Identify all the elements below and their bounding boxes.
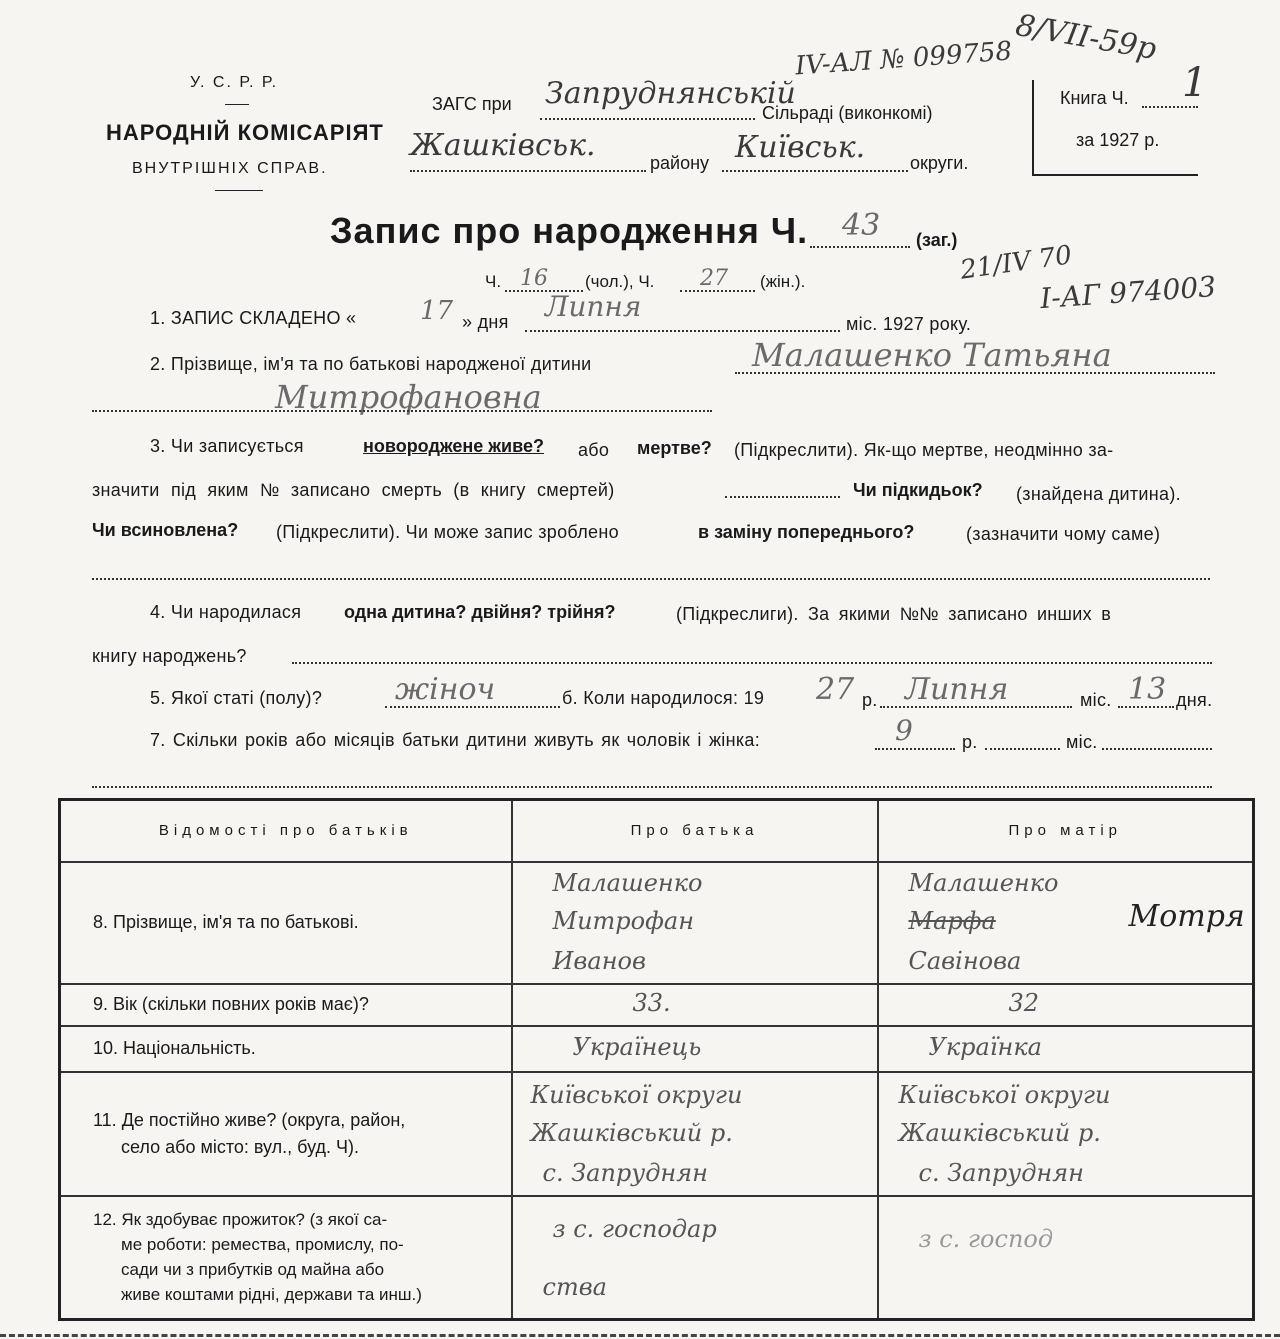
f7-years-blank [875,748,955,750]
row10-mother [878,1026,1254,1072]
f4-a: 4. Чи народилася [150,602,302,622]
f3-line2a: значити під яким № записано смерть (в книгу смертей) [92,480,615,500]
header-mother: Про матір [878,800,1254,862]
row10-mother-nationality: Українка [928,1032,1042,1061]
row12-label-line1: 12. Як здобуває прожиток? (з якої са- [93,1210,388,1230]
okruga-handwritten: Київськ. [735,130,866,165]
f5-e: дня. [1176,690,1213,710]
f7-a: 7. Скільки років або місяців батьки дитини живуть як чоловік і жінка: [150,730,761,750]
f3-line3b: (Підкреслити). Чи може запис зроблено [276,522,619,542]
ch-label: Ч. [485,272,502,291]
f1-mid: » дня [462,312,509,332]
table-row [60,1072,1254,1196]
f5-day: 13 [1128,672,1167,707]
row9-father [512,984,878,1026]
row11-mother-village: с. Запруднян [918,1158,1084,1187]
f3-a: 3. Чи записується [150,436,304,456]
f7-extra-blank [1102,748,1212,750]
village-handwritten: Запруднянській [545,76,796,111]
row9-mother [878,984,1254,1026]
row11-father [512,1072,878,1196]
f3-death-blank [725,496,840,498]
row8-father-patronymic: Иванов [552,946,646,975]
f5-b: б. Коли народилося: 19 [562,688,765,708]
row12-label-line4: живе коштами рідні, держави та инш.) [121,1285,422,1305]
f4-options: одна дитина? двійня? трійня? [344,602,616,622]
row8-mother-correction: Мотря [1128,898,1245,934]
row11-father-okruga: Київської округи [530,1080,743,1109]
f2-blank-2 [92,410,712,412]
row12-mother-occupation: з с. господ [918,1224,1054,1253]
row12-label [60,1196,512,1320]
row8-father-surname: Малашенко [552,868,703,897]
row8-mother [878,862,1254,984]
book-number: 1 [1182,60,1208,106]
f1-day: 17 [420,296,454,326]
zag-label: (заг.) [916,230,958,250]
row12-label-line2: ме роботи: ремества, промислу, по- [121,1235,404,1255]
f1-prefix: 1. ЗАПИС СКЛАДЕНО « [150,308,357,328]
f7-months-blank [985,748,1060,750]
divider [215,190,263,191]
book-label: Книга Ч. [1060,88,1129,108]
f4-line2: книгу народжень? [92,646,247,666]
row11-mother-okruga: Київської округи [898,1080,1111,1109]
row11-father-raion: Жашківський р. [530,1118,733,1147]
male-number: 16 [520,266,548,291]
side-date: 21/IV 70 [958,240,1074,286]
divider [225,104,249,105]
f7-years: 9 [895,714,913,747]
female-blank [680,290,755,292]
f7-b: р. [962,732,978,752]
perforation-edge [0,1334,1280,1337]
row9-father-age: 33. [632,988,671,1017]
row8-mother-name: Марфа [908,906,996,935]
annotation-date: 8/VII-59р [1013,7,1160,68]
org-commissariat: НАРОДНІЙ КОМІСАРІЯТ [106,120,384,145]
f3-line2c: (знайдена дитина). [1016,484,1181,504]
f2-label: 2. Прізвище, ім'я та по батькові народженої дитини [150,354,592,374]
f3-e: (Підкреслити). Як-що мертве, неодмінно за- [734,440,1114,460]
row10-label: 10. Національність. [60,1026,512,1072]
row10-father-nationality: Українець [572,1032,702,1061]
f3-dead: мертве? [637,438,712,458]
male-label: (чол.), Ч. [585,272,655,291]
f5-day-blank [1118,706,1174,708]
parents-table [58,798,1255,1321]
org-department: ВНУТРІШНІХ СПРАВ. [132,160,328,177]
female-number: 27 [700,266,728,291]
table-row [60,984,1254,1026]
village-blank [540,118,755,120]
selrada-label: Сільраді (виконкомі) [762,103,933,123]
f1-month: Липня [545,290,642,323]
book-year: за 1927 р. [1076,130,1160,150]
row9-mother-age: 32 [1008,988,1040,1017]
f1-suffix: міс. 1927 року. [846,314,972,334]
book-box-bottom-border [1032,174,1198,176]
row8-mother-surname: Малашенко [908,868,1059,897]
row8-mother-patronymic: Савінова [908,946,1022,975]
row8-father [512,862,878,984]
raion-label: району [650,153,710,173]
table-row [60,1196,1254,1320]
f2-value-line2: Митрофановна [275,378,542,416]
row11-father-village: с. Запруднян [542,1158,708,1187]
org-country: У. С. Р. Р. [190,74,279,91]
f2-value-line1: Малашенко Татьяна [752,336,1112,374]
f3-foundling: Чи підкидьок? [853,480,983,500]
f5-d: міс. [1080,690,1112,710]
okruga-blank [722,170,908,172]
table-header-row [60,800,1254,862]
page-title: Запис про народження Ч. [330,210,809,251]
row11-label-line2: село або місто: вул., буд. Ч). [121,1136,359,1157]
district-blank [410,170,646,172]
f3-alive: новороджене живе? [363,436,544,456]
f4-c: (Підкреслиги). За якими №№ записано инших в [676,604,1112,624]
stamp-number: IV-АЛ № 099758 [794,36,1014,82]
header-info: Відомості про батьків [60,800,512,862]
f3-reason-blank [92,578,1210,580]
header-father: Про батька [512,800,878,862]
table-row [60,1026,1254,1072]
f3-adopted: Чи всиновлена? [92,520,239,540]
f2-blank-1 [735,372,1215,374]
f5-sex: жіноч [395,672,496,707]
row8-father-name: Митрофан [552,906,695,935]
row11-mother-raion: Жашківський р. [898,1118,1101,1147]
zags-prefix: ЗАГС при [432,94,512,114]
f7-c: міс. [1066,732,1098,752]
f1-month-blank [525,330,840,332]
book-box-left-border [1032,80,1034,176]
row12-father-occupation: з с. господар [552,1214,717,1243]
table-row [60,862,1254,984]
row12-label-line3: сади чи з прибутків од майна або [121,1260,385,1280]
row12-mother [878,1196,1254,1320]
f5-year: 27 [816,672,855,707]
row8-label: 8. Прізвище, ім'я та по батькові. [60,862,512,984]
row12-father [512,1196,878,1320]
record-number-blank [810,246,910,248]
row10-father [512,1026,878,1072]
f5-month-blank [880,706,1072,708]
f3-replacement: в заміну попереднього? [698,522,915,542]
district-handwritten: Жашківськ. [410,128,596,163]
side-number: I-АГ 974003 [1039,269,1217,316]
book-blank [1142,106,1198,108]
record-number: 43 [842,208,881,243]
row9-label: 9. Вік (скільки повних років має)? [60,984,512,1026]
row11-mother [878,1072,1254,1196]
f3-line3d: (зазначити чому саме) [966,524,1161,544]
female-label: (жін.). [760,272,806,291]
f5-month: Липня [905,672,1009,707]
row11-label [60,1072,512,1196]
f5-a: 5. Якої статі (полу)? [150,688,323,708]
row12-father-occupation-cont: ства [542,1272,607,1301]
f5-sex-blank [385,706,560,708]
row11-label-line1: 11. Де постійно живе? (округа, район, [93,1109,406,1130]
f5-c: р. [862,690,878,710]
f3-or: або [578,440,610,460]
f4-blank [292,662,1212,664]
f7-line-blank [92,786,1212,788]
okruga-label: округи. [910,153,969,173]
